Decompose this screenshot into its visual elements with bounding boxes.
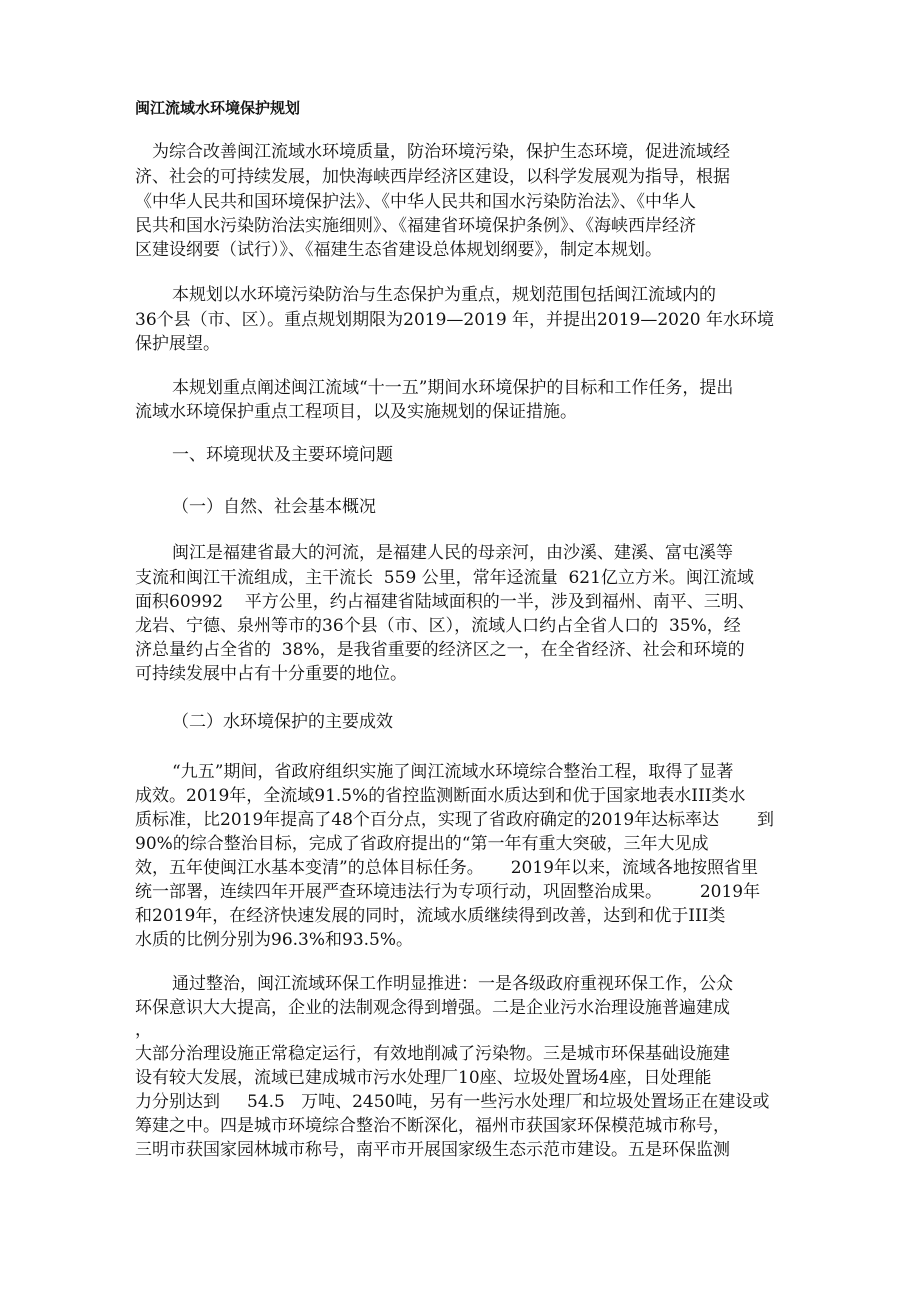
- achievements-line-4: 90%的综合整治目标，完成了省政府提出的“第一年有重大突破，三年大见成: [135, 834, 709, 854]
- overview-line-5: 济总量约占全省的 38%，是我省重要的经济区之一，在全省经济、社会和环境的: [135, 640, 745, 660]
- achievements-line-8: 水质的比例分别为96.3%和93.5%。: [135, 930, 414, 950]
- scope-line-2: 36个县（市、区）。重点规划期限为2019—2019 年，并提出2019—2020 年水环境: [135, 310, 774, 330]
- intro-line-1: 为综合改善闽江流域水环境质量，防治环境污染，保护生态环境，促进流域经: [152, 142, 730, 162]
- intro-line-3: 《中华人民共和国环境保护法》、《中华人民共和国水污染防治法》、《中华人: [135, 192, 696, 212]
- progress-line-4: 大部分治理设施正常稳定运行，有效地削减了污染物。三是城市环保基础设施建: [135, 1044, 730, 1064]
- scope-line-1: 本规划以水环境污染防治与生态保护为重点，规划范围包括闽江流域内的: [172, 285, 716, 305]
- subsection-heading-1: （一）自然、社会基本概况: [172, 497, 376, 517]
- progress-line-2: 环保意识大大提高，企业的法制观念得到增强。二是企业污水治理设施普遍建成: [135, 998, 730, 1018]
- scope-line-3: 保护展望。: [135, 334, 220, 354]
- document-title: 闽江流域水环境保护规划: [135, 99, 301, 117]
- subsection-heading-2: （二）水环境保护的主要成效: [172, 712, 393, 732]
- achievements-line-7: 和2019年，在经济快速发展的同时，流域水质继续得到改善，达到和优于III类: [135, 906, 726, 926]
- focus-line-2: 流域水环境保护重点工程项目，以及实施规划的保证措施。: [135, 402, 577, 422]
- progress-line-8: 三明市获国家园林城市称号，南平市开展国家级生态示范市建设。五是环保监测: [135, 1140, 730, 1160]
- overview-line-6: 可持续发展中占有十分重要的地位。: [135, 664, 407, 684]
- overview-line-2: 支流和闽江干流组成，主干流长 559 公里，常年迳流量 621亿立方米。闽江流域: [135, 568, 754, 588]
- progress-line-3: ，: [135, 1020, 152, 1040]
- achievements-line-3: 质标准，比2019年提高了48个百分点，实现了省政府确定的2019年达标率达 到: [135, 810, 774, 830]
- progress-line-1: 通过整治，闽江流域环保工作明显推进：一是各级政府重视环保工作，公众: [172, 974, 733, 994]
- intro-line-5: 区建设纲要（试行）》、《福建生态省建设总体规划纲要》，制定本规划。: [135, 240, 662, 260]
- progress-line-6: 力分别达到 54.5 万吨、2450吨，另有一些污水处理厂和垃圾处置场正在建设或: [135, 1092, 770, 1112]
- section-heading-1: 一、环境现状及主要环境问题: [172, 445, 393, 465]
- focus-line-1: 本规划重点阐述闽江流域“十一五”期间水环境保护的目标和工作任务，提出: [172, 378, 734, 398]
- overview-line-3: 面积60992 平方公里，约占福建省陆域面积的一半，涉及到福州、南平、三明、: [135, 592, 755, 612]
- achievements-line-6: 统一部署，连续四年开展严查环境违法行为专项行动，巩固整治成果。 2019年: [135, 882, 761, 902]
- achievements-line-5: 效，五年使闽江水基本变清”的总体目标任务。 2019年以来，流域各地按照省里: [135, 858, 758, 878]
- progress-line-7: 筹建之中。四是城市环境综合整治不断深化，福州市获国家环保模范城市称号，: [135, 1116, 730, 1136]
- achievements-line-2: 成效。2019年，全流域91.5%的省控监测断面水质达到和优于国家地表水III类水: [135, 786, 746, 806]
- overview-line-1: 闽江是福建省最大的河流，是福建人民的母亲河，由沙溪、建溪、富屯溪等: [172, 543, 733, 563]
- achievements-line-1: “九五”期间，省政府组织实施了闽江流域水环境综合整治工程，取得了显著: [172, 762, 734, 782]
- intro-line-4: 民共和国水污染防治法实施细则》、《福建省环境保护条例》、《海峡西岸经济: [135, 216, 696, 236]
- progress-line-5: 设有较大发展，流域已建成城市污水处理厂10座、垃圾处置场4座，日处理能: [135, 1068, 712, 1088]
- overview-line-4: 龙岩、宁德、泉州等市的36个县（市、区），流域人口约占全省人口的 35%，经: [135, 616, 741, 636]
- intro-line-2: 济、社会的可持续发展，加快海峡西岸经济区建设，以科学发展观为指导，根据: [135, 167, 730, 187]
